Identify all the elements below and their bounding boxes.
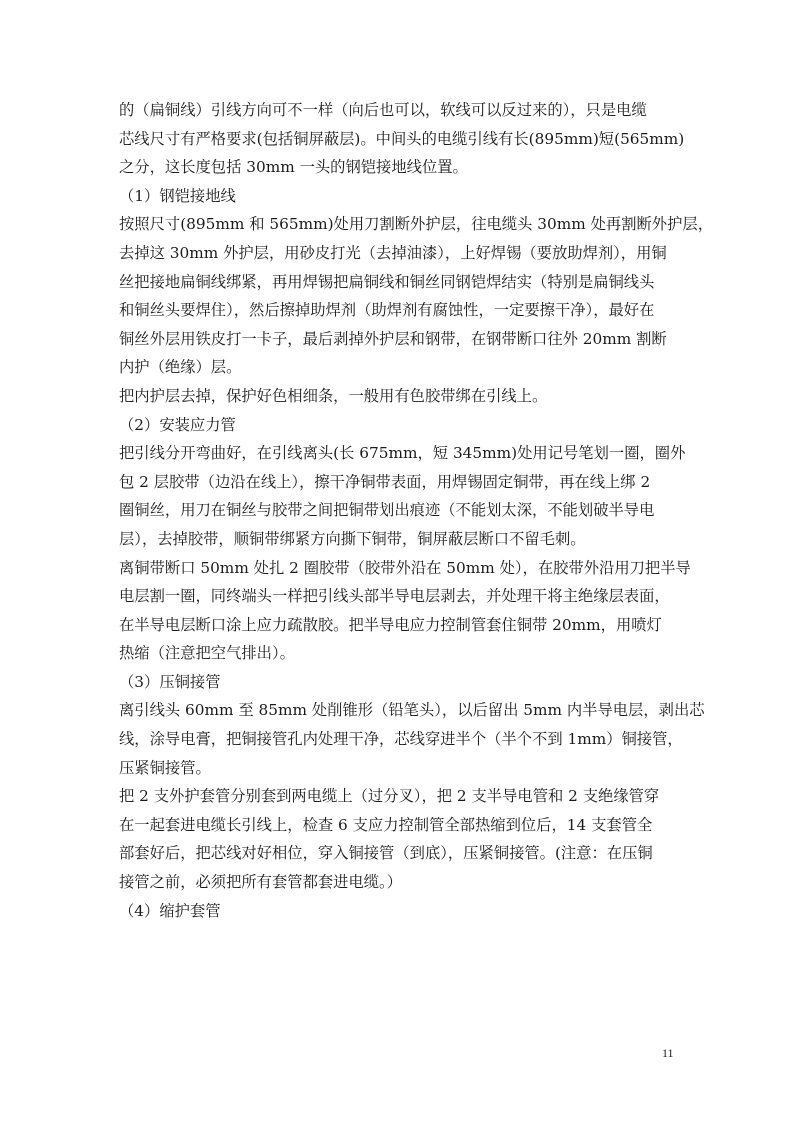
- text-line: 热缩（注意把空气排出）。: [119, 644, 295, 663]
- text-line: 的（扁铜线）引线方向可不一样（向后也可以，软线可以反过来的），只是电缆: [119, 101, 647, 119]
- section-heading-crimp-connector: （3）压铜接管: [119, 672, 221, 691]
- text-line: 压紧铜接管。: [119, 758, 211, 777]
- text-line: 线，涂导电膏，把铜接管孔内处理干净，芯线穿进半个（半个不到 1mm）铜接管，: [119, 730, 683, 749]
- text-line: 按照尺寸(895mm 和 565mm)处用刀割断外护层，往电缆头 30mm 处再割断外护层，: [119, 215, 713, 234]
- text-line: 离铜带断口 50mm 处扎 2 圈胶带（胶带外沿在 50mm 处），在胶带外沿用刀把半导: [119, 558, 691, 577]
- text-line: 和铜丝头要焊住），然后擦掉助焊剂（助焊剂有腐蚀性，一定要擦干净），最好在: [119, 301, 655, 320]
- text-line: 电层割一圈，同终端头一样把引线头部半导电层剥去，并处理干将主绝缘层表面，: [119, 587, 670, 606]
- text-line: 离引线头 60mm 至 85mm 处削锥形（铅笔头），以后留出 5mm 内半导电层，剥出芯: [119, 701, 705, 720]
- section-heading-steel-armor-grounding: （1）钢铠接地线: [119, 186, 236, 205]
- text-line: 之分，这长度包括 30mm 一头的钢铠接地线位置。: [119, 158, 468, 177]
- text-line: 部套好后，把芯线对好相位，穿入铜接管（到底），压紧铜接管。(注意：在压铜: [119, 844, 653, 863]
- text-line: 把 2 支外护套管分别套到两电缆上（过分叉），把 2 支半导电管和 2 支绝缘管穿: [119, 787, 660, 806]
- text-line: 包 2 层胶带（边沿在线上），擦干净铜带表面，用焊锡固定铜带，再在线上绑 2: [119, 472, 651, 491]
- text-line: 把引线分开弯曲好，在引线离头(长 675mm，短 345mm)处用记号笔划一圈，圈外: [119, 444, 686, 463]
- document-body: [119, 96, 713, 925]
- text-line: 圈铜丝，用刀在铜丝与胶带之间把铜带划出痕迹（不能划太深，不能划破半导电: [119, 501, 655, 520]
- text-line: 内护（绝缘）层。: [119, 358, 242, 377]
- section-heading-shrink-sleeve: （4）缩护套管: [119, 901, 221, 920]
- text-line: 铜丝外层用铁皮打一卡子，最后剥掉外护层和钢带，在钢带断口往外 20mm 割断: [119, 329, 667, 348]
- text-line: 层），去掉胶带，顺铜带绑紧方向撕下铜带，铜屏蔽层断口不留毛刺。: [119, 529, 586, 548]
- text-line: 在一起套进电缆长引线上，检查 6 支应力控制管全部热缩到位后，14 支套管全: [119, 815, 653, 834]
- section-heading-stress-tube: （2）安装应力管: [119, 415, 236, 434]
- text-line: 丝把接地扁铜线绑紧，再用焊锡把扁铜线和铜丝同钢铠焊结实（特别是扁铜线头: [119, 272, 655, 291]
- page-number: 11: [662, 1046, 674, 1060]
- text-line: 接管之前，必须把所有套管都套进电缆。）: [119, 873, 402, 892]
- text-line: 去掉这 30mm 外护层，用砂皮打光（去掉油漆），上好焊锡（要放助焊剂），用铜: [119, 243, 667, 262]
- text-line: 在半导电层断口涂上应力疏散胶。把半导电应力控制管套住铜带 20mm，用喷灯: [119, 615, 662, 634]
- text-line: 芯线尺寸有严格要求(包括铜屏蔽层)。中间头的电缆引线有长(895mm)短(565mm): [119, 129, 685, 148]
- text-line: 把内护层去掉，保护好色相细条，一般用有色胶带绑在引线上。: [119, 386, 548, 405]
